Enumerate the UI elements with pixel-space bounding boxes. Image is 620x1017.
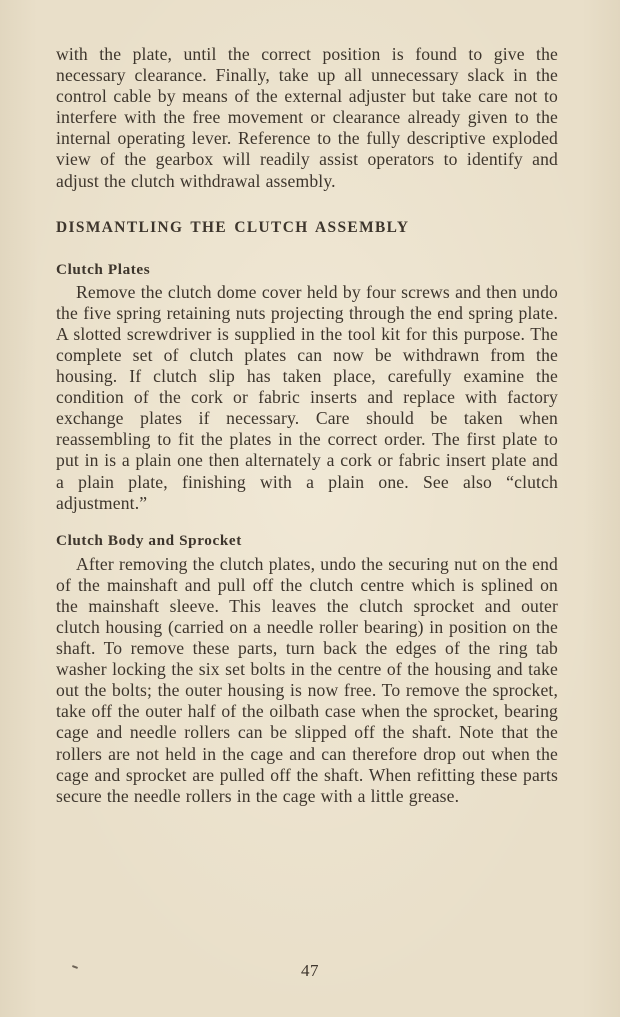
clutch-plates-paragraph: Remove the clutch dome cover held by four screws and then undo the five spring retaining nuts projecting through the end spring plate. A slotted screwdriver is supplied in the tool kit for this purpose. The complete set of clutch plates can now be withdrawn from the housing. If clutch slip has taken place, carefully examine the condition of the cork or fabric inserts and replace with factory exchange plates if necessary. Care should be taken when reassembling to fit the plates in the correct order. The first plate to put in is a plain one then alternately a cork or fabric insert plate and a plain plate, finishing with a plain one. See also “clutch adjustment.” [56, 281, 558, 513]
clutch-body-paragraph: After removing the clutch plates, undo the securing nut on the end of the mainshaft and pull off the clutch centre which is splined on the mainshaft sleeve. This leaves the clutch sprocket and outer clutch housing (carried on a needle roller bearing) in position on the shaft. To remove these parts, turn back the edges of the ring tab washer locking the six set bolts in the centre of the housing and take out the bolts; the outer housing is now free. To remove the sprocket, take off the outer half of the oilbath case when the sprocket, bearing cage and needle rollers can be slipped off the shaft. Note that the rollers are not held in the cage and can therefore drop out when the cage and sprocket are pulled off the shaft. When refitting these parts secure the needle rollers in the cage with a little grease. [56, 553, 558, 806]
page-number: 47 [301, 961, 319, 980]
page-content [56, 44, 558, 807]
clutch-body-heading: Clutch Body and Sprocket [56, 531, 242, 549]
intro-paragraph: with the plate, until the correct position is found to give the necessary clearance. Finally, take up all unnecessary slack in the control cable by means of the external adjuster but take care not to interfere with the free movement or clearance already given to the internal operating lever. Reference to the fully descriptive exploded view of the gearbox will readily assist operators to identify and adjust the clutch withdrawal assembly. [56, 44, 558, 191]
section-heading: DISMANTLING THE CLUTCH ASSEMBLY [56, 218, 410, 236]
clutch-plates-heading: Clutch Plates [56, 260, 151, 278]
